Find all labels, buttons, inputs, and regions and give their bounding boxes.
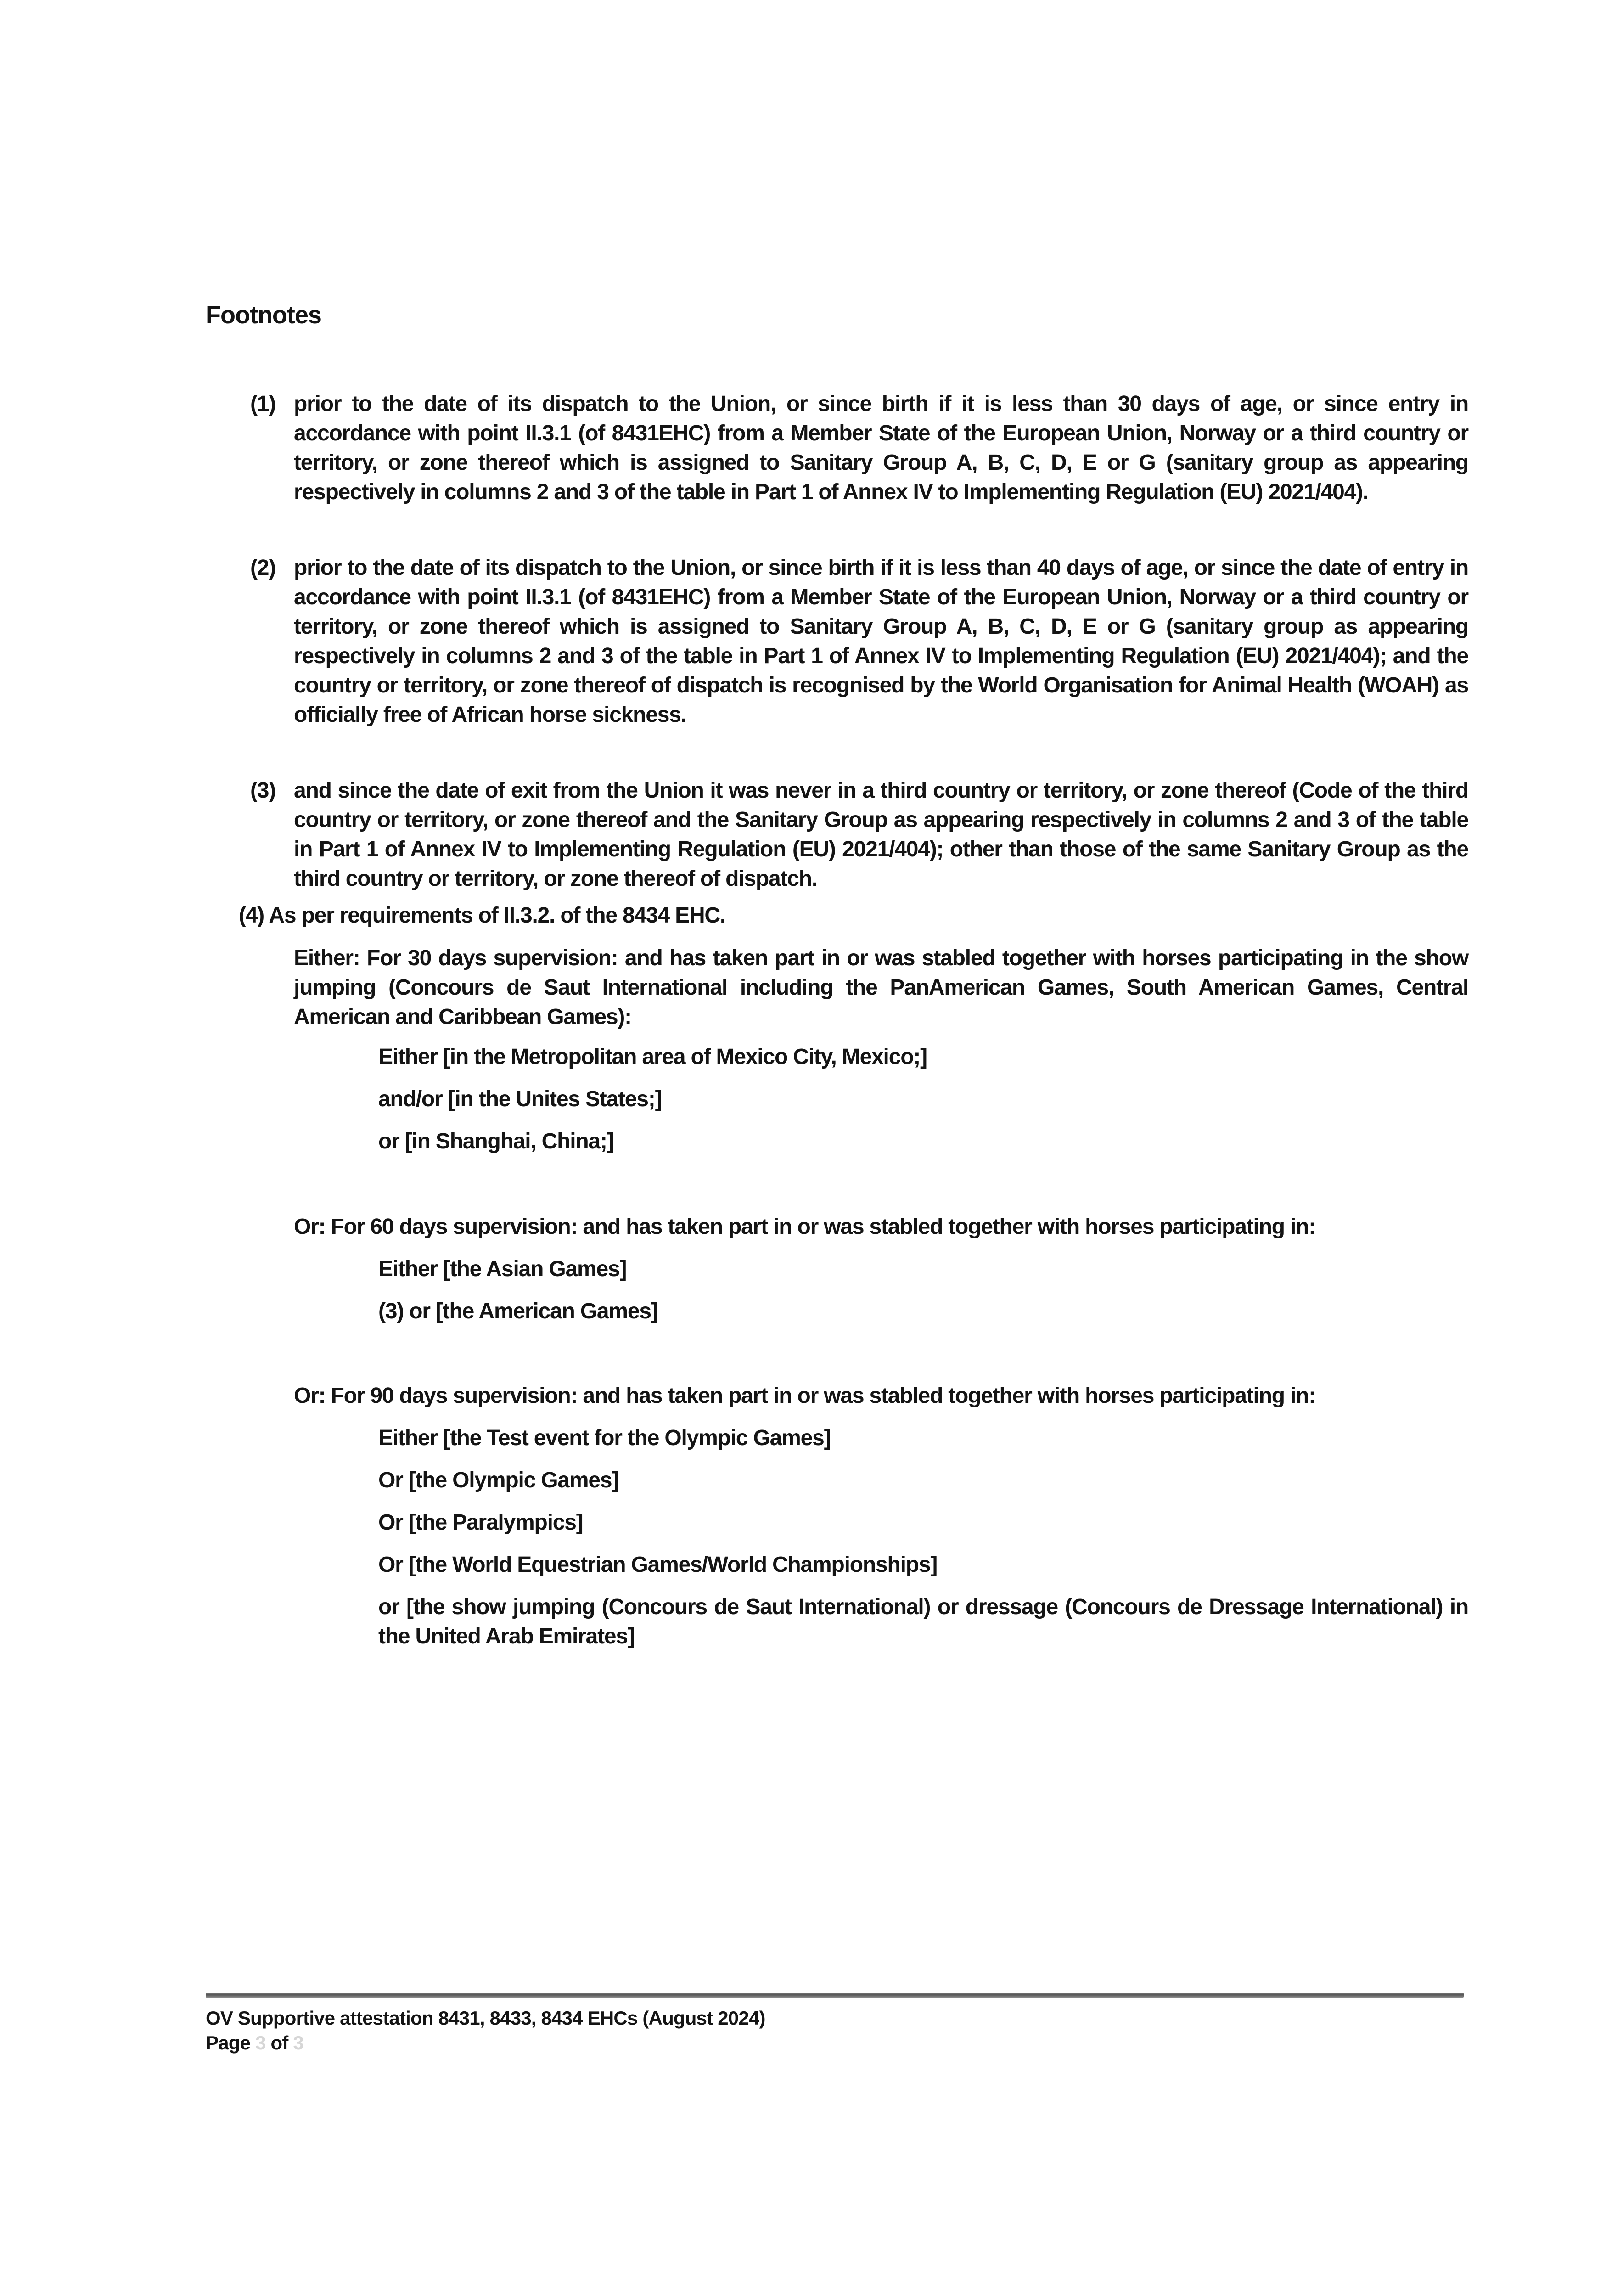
supervision-90-days-intro: Or: For 90 days supervision: and has taken part in or was stabled together with horses participating in: (294, 1384, 1316, 1408)
list-item: and/or [in the Unites States;] (378, 1087, 662, 1111)
footer-divider (206, 1993, 1464, 1998)
supervision-60-days-intro: Or: For 60 days supervision: and has taken part in or was stabled together with horses participating in: (294, 1215, 1316, 1239)
footer-document-title: OV Supportive attestation 8431, 8433, 8434 EHCs (August 2024) (206, 2007, 765, 2029)
footnote-4-title: (4) As per requirements of II.3.2. of the 8434 EHC. (239, 903, 726, 928)
footnote-number: (2) (250, 556, 276, 580)
page-footer (206, 2006, 765, 2055)
page-total: 3 (293, 2032, 303, 2054)
list-item: or [the show jumping (Concours de Saut International) or dressage (Concours de Dressage International) in the United Arab Emirates] (378, 1595, 1468, 1649)
list-item: Or [the Olympic Games] (378, 1468, 619, 1492)
footnote-3 (250, 776, 1468, 894)
footnotes-heading: Footnotes (206, 301, 321, 329)
list-item: or [in Shanghai, China;] (378, 1129, 614, 1154)
page-label: Page (206, 2032, 251, 2054)
list-item: Either [the Test event for the Olympic Games] (378, 1426, 831, 1450)
footnote-1 (250, 389, 1468, 507)
list-item: (3) or [the American Games] (378, 1299, 658, 1323)
list-item: Or [the World Equestrian Games/World Championships] (378, 1553, 938, 1577)
page-number: 3 (255, 2032, 266, 2054)
list-item: Or [the Paralympics] (378, 1510, 583, 1535)
of-label: of (270, 2032, 288, 2054)
list-item: Either [in the Metropolitan area of Mexico City, Mexico;] (378, 1045, 927, 1069)
footnote-text: prior to the date of its dispatch to the Union, or since birth if it is less than 30 days of age, or since entry in accordance with point II.3.1 (of 8431EHC) from a Member State of the European Union, Norway or a third country or territory, or zone thereof which is assigned to Sanitary Group A, B, C, D, E or G (sanitary group as appearing respectively in columns 2 and 3 of the table in Part 1 of Annex IV to Implementing Regulation (EU) 2021/404). (294, 392, 1468, 504)
supervision-30-days-intro: Either: For 30 days supervision: and has taken part in or was stabled together with horses participating in the show jumping (Concours de Saut International including the PanAmerican Games, South American Games, Central American and Caribbean Games): (294, 946, 1468, 1029)
footnote-number: (1) (250, 392, 276, 416)
page-indicator (206, 2031, 765, 2055)
footnote-text: and since the date of exit from the Union it was never in a third country or territory, or zone thereof (Code of the third country or territory, or zone thereof and the Sanitary Group as appearing respectively in columns 2 and 3 of the table in Part 1 of Annex IV to Implementing Regulation (EU) 2021/404); other than those of the same Sanitary Group as the third country or territory, or zone thereof of dispatch. (294, 778, 1468, 891)
list-item: Either [the Asian Games] (378, 1257, 627, 1281)
footnote-text: prior to the date of its dispatch to the Union, or since birth if it is less than 40 days of age, or since the date of entry in accordance with point II.3.1 (of 8431EHC) from a Member State of the European Union, Norway or a third country or territory, or zone thereof which is assigned to Sanitary Group A, B, C, D, E or G (sanitary group as appearing respectively in columns 2 and 3 of the table in Part 1 of Annex IV to Implementing Regulation (EU) 2021/404); and the country or territory, or zone thereof of dispatch is recognised by the World Organisation for Animal Health (WOAH) as officially free of African horse sickness. (294, 556, 1468, 727)
footnote-2 (250, 553, 1468, 730)
footnote-number: (3) (250, 778, 276, 803)
